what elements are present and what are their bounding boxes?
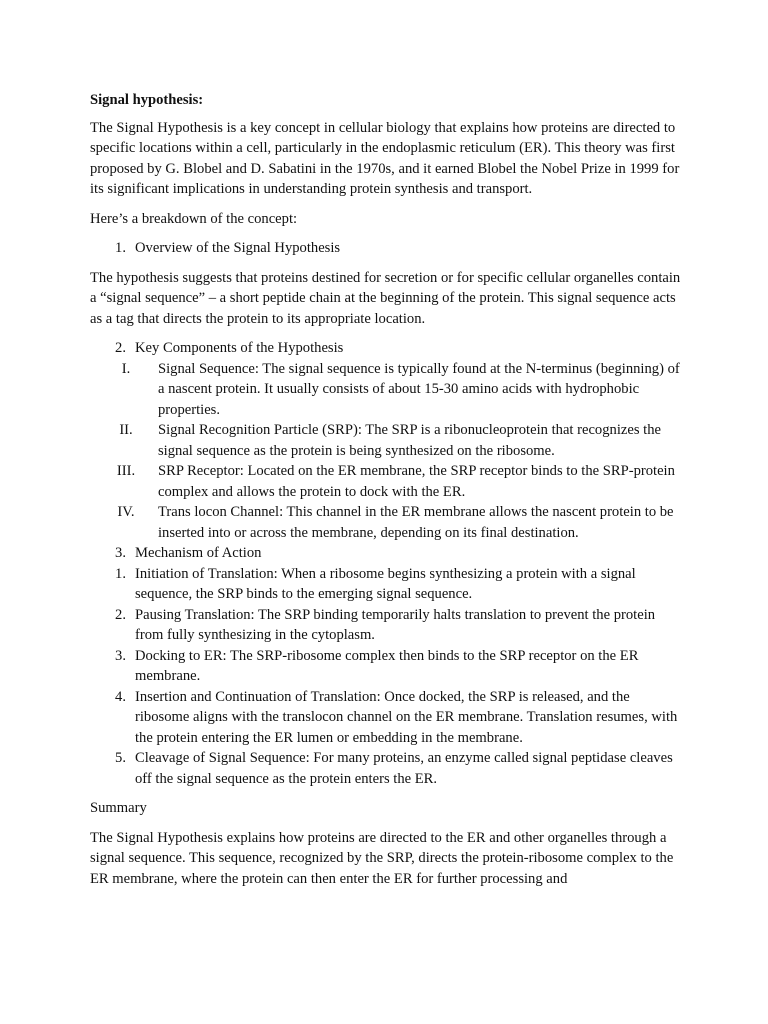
- step-text: Pausing Translation: The SRP binding temporarily halts translation to prevent the protein from fully synthesizing in the cytoplasm.: [135, 606, 656, 643]
- component-item: [90, 359, 682, 421]
- overview-paragraph: The hypothesis suggests that proteins destined for secretion or for specific cellular organelles contain a “signal sequence” – a short peptide chain at the beginning of the protein. This signal sequence acts as a tag that directs the protein to its appropriate location.: [90, 269, 681, 327]
- list-item-mechanism: [90, 543, 682, 564]
- step-number: 2.: [115, 606, 126, 623]
- list-number: 2.: [115, 340, 126, 356]
- roman-number: II.: [119, 422, 133, 438]
- step-number: 5.: [115, 750, 126, 766]
- roman-number: III.: [116, 463, 136, 479]
- step-text: Initiation of Translation: When a ribosome begins synthesizing a protein with a signal sequence, the SRP binds to the emerging signal sequence.: [135, 565, 636, 602]
- components-list: [90, 359, 682, 544]
- step-item: [90, 748, 682, 789]
- component-text: Signal Recognition Particle (SRP): The SRP is a ribonucleoprotein that recognizes the signal sequence as the protein is being synthesized on the ribosome.: [158, 422, 661, 459]
- list-item-overview: [90, 238, 682, 259]
- list-number: 1.: [115, 240, 126, 256]
- summary-heading: Summary: [90, 800, 147, 816]
- step-number: 1.: [115, 565, 126, 582]
- step-item: [90, 687, 682, 749]
- component-item: [90, 461, 682, 502]
- breakdown-paragraph: Here’s a breakdown of the concept:: [90, 210, 298, 227]
- step-item: [90, 646, 682, 687]
- document-page: [90, 90, 682, 898]
- step-number: 4.: [115, 688, 126, 705]
- component-text: Trans locon Channel: This channel in the ER membrane allows the nascent protein to be inserted into or across the membrane, depending on its final destination.: [158, 504, 674, 541]
- component-item: [90, 502, 682, 543]
- step-text: Docking to ER: The SRP-ribosome complex then binds to the SRP receptor on the ER membrane.: [135, 647, 639, 684]
- step-number: 3.: [115, 647, 126, 664]
- roman-number: IV.: [117, 504, 135, 520]
- list-item-label: Key Components of the Hypothesis: [135, 340, 344, 356]
- roman-number: I.: [121, 360, 131, 377]
- summary-paragraph: The Signal Hypothesis explains how proteins are directed to the ER and other organelles through a signal sequence. This sequence, recognized by the SRP, directs the protein-ribosome complex to the ER membrane, where the protein can then enter the ER for further processing and: [90, 829, 674, 887]
- step-item: [90, 564, 682, 605]
- list-number: 3.: [115, 545, 126, 561]
- list-item-components: [90, 338, 682, 359]
- step-text: Cleavage of Signal Sequence: For many proteins, an enzyme called signal peptidase cleaves off the signal sequence as the protein enters the ER.: [135, 750, 673, 787]
- list-item-label: Overview of the Signal Hypothesis: [135, 240, 341, 256]
- intro-paragraph: The Signal Hypothesis is a key concept in cellular biology that explains how proteins are directed to specific locations within a cell, particularly in the endoplasmic reticulum (ER). This theory was first proposed by G. Blobel and D. Sabatini in the 1970s, and it earned Blobel the Nobel Prize in 1999 for its significant implications in understanding protein synthesis and transport.: [90, 119, 680, 197]
- steps-list: [90, 564, 682, 790]
- component-text: Signal Sequence: The signal sequence is typically found at the N-terminus (beginning) of a nascent protein. It usually consists of about 15-30 amino acids with hydrophobic properties.: [158, 360, 680, 418]
- step-item: [90, 605, 682, 646]
- component-item: [90, 420, 682, 461]
- component-text: SRP Receptor: Located on the ER membrane, the SRP receptor binds to the SRP-protein complex and allows the protein to dock with the ER.: [158, 463, 675, 500]
- list-item-label: Mechanism of Action: [135, 545, 262, 561]
- document-title: Signal hypothesis:: [90, 92, 204, 108]
- step-text: Insertion and Continuation of Translation: Once docked, the SRP is released, and the ribosome aligns with the translocon channel on the ER membrane. Translation resumes, with the protein entering the ER lumen or embedding in the membrane.: [135, 688, 678, 746]
